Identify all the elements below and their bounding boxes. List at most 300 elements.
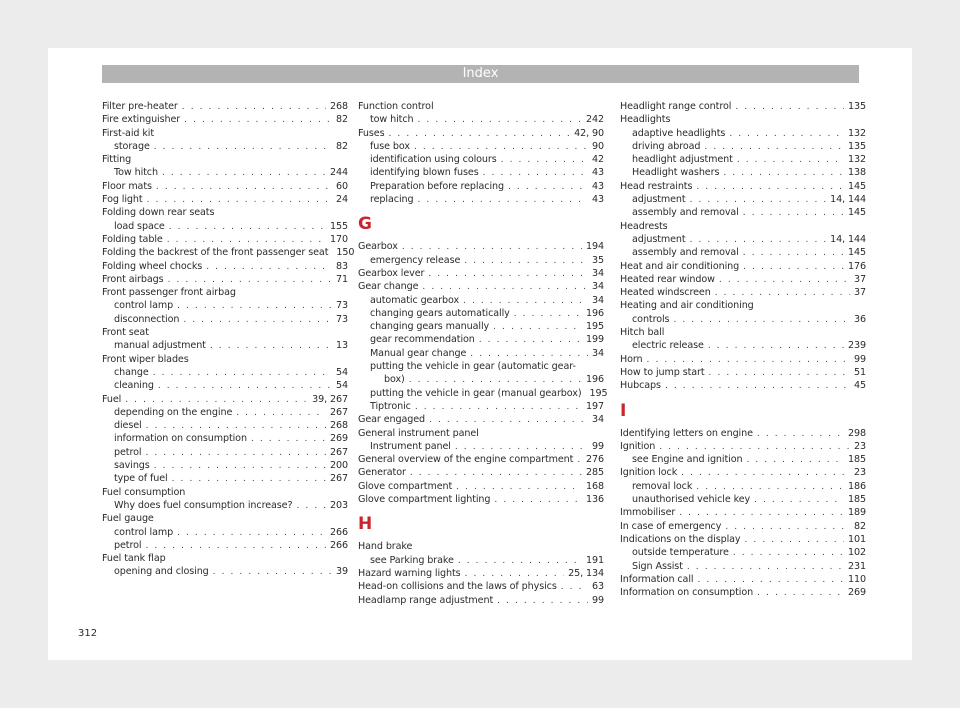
index-subentry[interactable] <box>102 299 348 312</box>
index-subentry[interactable] <box>358 166 604 179</box>
entry-page-ref[interactable]: 231 <box>847 560 866 572</box>
entry-label: diesel <box>114 420 142 432</box>
entry-label: see Parking brake <box>370 554 454 566</box>
entry-page-ref[interactable]: 63 <box>591 581 604 593</box>
entry-page-ref[interactable]: 34 <box>591 281 604 293</box>
index-entry[interactable] <box>620 506 866 519</box>
leader-dots <box>213 566 332 579</box>
leader-dots <box>647 354 850 367</box>
leader-dots <box>493 321 582 334</box>
entry-label: replacing <box>370 194 414 206</box>
index-column-3 <box>620 100 866 599</box>
entry-page-ref[interactable]: 195 <box>585 321 604 333</box>
index-entry[interactable] <box>358 240 604 253</box>
index-subentry[interactable] <box>620 153 866 166</box>
entry-page-ref[interactable]: 145 <box>847 180 866 192</box>
entry-page-ref[interactable]: 145 <box>847 207 866 219</box>
index-subentry[interactable] <box>620 193 866 206</box>
index-subentry[interactable] <box>358 180 604 193</box>
leader-dots <box>479 334 582 347</box>
entry-label: outside temperature <box>632 547 729 559</box>
entry-page-ref[interactable]: 35 <box>591 254 604 266</box>
entry-label: In case of emergency <box>620 520 722 532</box>
index-entry[interactable] <box>358 280 604 293</box>
index-subentry[interactable] <box>102 526 348 539</box>
entry-label: automatic gearbox <box>370 294 460 306</box>
leader-dots <box>158 380 332 393</box>
leader-dots <box>696 481 844 494</box>
index-subentry[interactable] <box>620 339 866 352</box>
entry-label: adjustment <box>632 233 686 245</box>
index-subentry[interactable] <box>620 246 866 259</box>
index-entry[interactable] <box>620 573 866 586</box>
entry-page-ref[interactable]: 267 <box>329 446 348 458</box>
entry-page-ref[interactable]: 34 <box>591 294 604 306</box>
entry-label: Headlight washers <box>632 167 720 179</box>
entry-label: Gearbox lever <box>358 267 425 279</box>
entry-page-ref[interactable]: 82 <box>335 114 348 126</box>
entry-label: Function control <box>358 101 434 112</box>
index-subentry[interactable] <box>358 294 604 307</box>
index-subentry[interactable] <box>102 499 348 512</box>
index-entry[interactable] <box>102 273 348 286</box>
index-entry[interactable] <box>358 453 604 466</box>
entry-label: depending on the engine <box>114 406 233 418</box>
index-subentry[interactable] <box>102 166 348 179</box>
entry-page-ref[interactable]: 269 <box>329 433 348 445</box>
entry-label: removal lock <box>632 480 693 492</box>
entry-label: cleaning <box>114 380 154 392</box>
entry-page-ref[interactable]: 200 <box>329 460 348 472</box>
entry-label: Heat and air conditioning <box>620 260 740 272</box>
leader-dots <box>757 587 844 600</box>
page-header <box>102 65 859 83</box>
entry-page-ref[interactable]: 34 <box>591 347 604 359</box>
entry-label: emergency release <box>370 254 461 266</box>
index-subentry[interactable] <box>358 113 604 126</box>
leader-dots <box>746 454 844 467</box>
index-entry[interactable] <box>358 580 604 593</box>
index-entry <box>102 486 348 499</box>
leader-dots <box>156 181 332 194</box>
index-entry[interactable] <box>102 180 348 193</box>
entry-label: Gearbox <box>358 241 398 253</box>
leader-dots <box>709 367 850 380</box>
leader-dots <box>508 181 588 194</box>
entry-page-ref[interactable]: 82 <box>853 520 866 532</box>
entry-label: identification using colours <box>370 154 497 166</box>
index-entry <box>102 286 348 299</box>
index-entry <box>620 299 866 312</box>
entry-page-ref[interactable]: 186 <box>847 480 866 492</box>
index-subentry[interactable] <box>102 140 348 153</box>
entry-page-ref[interactable]: 285 <box>585 467 604 479</box>
leader-dots <box>458 555 582 568</box>
leader-dots <box>415 401 582 414</box>
index-subentry[interactable] <box>620 560 866 573</box>
index-entry[interactable] <box>102 393 348 406</box>
entry-label: Gear change <box>358 281 419 293</box>
leader-dots <box>697 574 844 587</box>
leader-dots <box>429 414 588 427</box>
index-entry[interactable] <box>358 267 604 280</box>
entry-label: assembly and removal <box>632 207 739 219</box>
entry-page-ref[interactable]: 194 <box>585 241 604 253</box>
entry-label: box) <box>384 374 405 386</box>
entry-page-ref[interactable]: 54 <box>335 366 348 378</box>
entry-page-ref[interactable]: 37 <box>853 273 866 285</box>
leader-dots <box>708 340 844 353</box>
entry-label: Tow hitch <box>114 167 158 179</box>
leader-dots <box>665 380 850 393</box>
index-subentry[interactable] <box>620 166 866 179</box>
entry-page-ref[interactable]: 42 <box>591 154 604 166</box>
entry-label: Floor mats <box>102 180 152 192</box>
index-entry[interactable] <box>620 520 866 533</box>
index-subentry[interactable] <box>102 446 348 459</box>
index-entry[interactable] <box>620 379 866 392</box>
entry-page-ref[interactable]: 73 <box>335 300 348 312</box>
entry-page-ref[interactable]: 99 <box>591 594 604 606</box>
index-subentry[interactable] <box>620 546 866 559</box>
index-entry[interactable] <box>620 273 866 286</box>
leader-dots <box>417 194 588 207</box>
index-subentry[interactable] <box>102 432 348 445</box>
entry-label: storage <box>114 140 150 152</box>
index-entry[interactable] <box>620 466 866 479</box>
index-entry[interactable] <box>102 113 348 126</box>
entry-page-ref[interactable]: 73 <box>335 313 348 325</box>
leader-dots <box>735 101 844 114</box>
index-subentry[interactable] <box>358 387 608 400</box>
entry-page-ref[interactable]: 39, 267 <box>312 393 348 405</box>
entry-page-ref[interactable]: 135 <box>847 101 866 112</box>
index-entry[interactable] <box>358 127 604 140</box>
leader-dots <box>679 507 844 520</box>
page-number: 312 <box>78 628 98 639</box>
entry-label: putting the vehicle in gear (manual gearbox) <box>370 387 582 399</box>
entry-label: Front airbags <box>102 273 164 285</box>
leader-dots <box>723 167 844 180</box>
entry-label: Fuel gauge <box>102 513 154 525</box>
index-entry[interactable] <box>358 594 604 607</box>
entry-page-ref[interactable]: 24 <box>335 194 348 206</box>
index-subentry[interactable] <box>102 419 348 432</box>
entry-label: opening and closing <box>114 566 209 578</box>
index-entry[interactable] <box>620 427 866 440</box>
entry-label: Heated rear window <box>620 273 715 285</box>
leader-dots <box>704 141 844 154</box>
index-subentry[interactable] <box>102 459 348 472</box>
entry-page-ref[interactable]: 132 <box>847 154 866 166</box>
leader-dots <box>725 521 850 534</box>
entry-label: Sign Assist <box>632 560 683 572</box>
entry-page-ref[interactable]: 170 <box>329 233 348 245</box>
leader-dots <box>154 141 332 154</box>
entry-page-ref[interactable]: 155 <box>329 220 348 232</box>
entry-label: Indications on the display <box>620 533 741 545</box>
entry-page-ref[interactable]: 276 <box>585 454 604 466</box>
leader-dots <box>177 300 332 313</box>
entry-page-ref[interactable]: 132 <box>847 127 866 139</box>
entry-page-ref[interactable]: 90 <box>591 140 604 152</box>
entry-page-ref[interactable]: 196 <box>585 374 604 386</box>
entry-label: electric release <box>632 340 704 352</box>
index-entry[interactable] <box>358 493 604 506</box>
index-subentry[interactable] <box>102 472 348 485</box>
leader-dots <box>422 281 588 294</box>
entry-page-ref[interactable]: 110 <box>847 573 866 585</box>
index-entry[interactable] <box>620 260 866 273</box>
entry-label: Fuel consumption <box>102 486 186 498</box>
leader-dots <box>737 154 844 167</box>
entry-label: Folding table <box>102 233 163 245</box>
index-subentry[interactable] <box>358 254 604 267</box>
entry-page-ref[interactable]: 99 <box>591 440 604 452</box>
index-entry[interactable] <box>102 246 355 259</box>
index-entry <box>358 540 604 553</box>
entry-page-ref[interactable]: 54 <box>335 380 348 392</box>
leader-dots <box>470 348 588 361</box>
entry-label: changing gears automatically <box>370 307 510 319</box>
entry-page-ref[interactable]: 136 <box>585 494 604 506</box>
entry-page-ref[interactable]: 43 <box>591 167 604 179</box>
entry-label: Glove compartment <box>358 480 453 492</box>
leader-dots <box>410 467 582 480</box>
index-entry[interactable] <box>620 366 866 379</box>
index-entry <box>102 552 348 565</box>
index-subentry[interactable] <box>102 406 348 419</box>
entry-label: manual adjustment <box>114 340 206 352</box>
entry-label: General instrument panel <box>358 427 479 439</box>
index-subentry[interactable] <box>358 333 604 346</box>
leader-dots <box>483 167 588 180</box>
entry-page-ref[interactable]: 135 <box>847 140 866 152</box>
index-subentry[interactable] <box>620 233 866 246</box>
entry-label: adjustment <box>632 194 686 206</box>
leader-dots <box>729 128 844 141</box>
leader-dots <box>154 460 326 473</box>
entry-label: Hazard warning lights <box>358 567 461 579</box>
leader-dots <box>733 547 844 560</box>
index-entry <box>358 100 604 113</box>
index-subentry[interactable] <box>102 220 348 233</box>
index-entry <box>358 427 604 440</box>
entry-page-ref[interactable]: 34 <box>591 267 604 279</box>
entry-label: How to jump start <box>620 366 705 378</box>
entry-page-ref[interactable]: 268 <box>329 420 348 432</box>
entry-page-ref[interactable]: 150 <box>336 247 355 259</box>
leader-dots <box>745 534 844 547</box>
entry-page-ref[interactable]: 37 <box>853 287 866 299</box>
index-entry[interactable] <box>358 480 604 493</box>
entry-label: Information call <box>620 573 694 585</box>
entry-page-ref[interactable]: 203 <box>329 499 348 511</box>
index-subentry[interactable] <box>358 440 604 453</box>
entry-page-ref[interactable]: 99 <box>853 353 866 365</box>
entry-page-ref[interactable]: 14, 144 <box>830 233 866 245</box>
entry-label: information on consumption <box>114 433 247 445</box>
entry-label: adaptive headlights <box>632 127 726 139</box>
entry-page-ref[interactable]: 176 <box>847 260 866 272</box>
entry-label: Head-on collisions and the laws of physics <box>358 581 557 593</box>
entry-page-ref[interactable]: 43 <box>591 180 604 192</box>
entry-label: Preparation before replacing <box>370 180 504 192</box>
entry-page-ref[interactable]: 23 <box>853 440 866 452</box>
entry-label: Generator <box>358 467 406 479</box>
entry-page-ref[interactable]: 83 <box>335 260 348 272</box>
index-subentry[interactable] <box>358 307 604 320</box>
entry-label: Fuses <box>358 127 385 139</box>
entry-page-ref[interactable]: 244 <box>329 167 348 179</box>
entry-page-ref[interactable]: 60 <box>335 180 348 192</box>
entry-page-ref[interactable]: 36 <box>853 313 866 325</box>
index-entry[interactable] <box>102 193 348 206</box>
entry-page-ref[interactable]: 239 <box>847 340 866 352</box>
leader-dots <box>465 568 565 581</box>
index-subentry[interactable] <box>102 339 348 352</box>
entry-page-ref[interactable]: 45 <box>853 380 866 392</box>
entry-page-ref[interactable]: 43 <box>591 194 604 206</box>
entry-page-ref[interactable]: 71 <box>335 273 348 285</box>
index-entry <box>620 220 866 233</box>
entry-label: Hitch ball <box>620 327 665 339</box>
entry-page-ref[interactable]: 101 <box>847 533 866 545</box>
entry-label: Headlamp range adjustment <box>358 594 494 606</box>
leader-dots <box>719 274 850 287</box>
index-subentry[interactable] <box>102 379 348 392</box>
index-entry[interactable] <box>620 286 866 299</box>
index-entry <box>102 153 348 166</box>
leader-dots <box>145 447 326 460</box>
entry-page-ref[interactable]: 199 <box>585 334 604 346</box>
leader-dots <box>182 101 326 114</box>
leader-dots <box>414 141 588 154</box>
index-subentry[interactable] <box>102 366 348 379</box>
entry-page-ref[interactable]: 34 <box>591 414 604 426</box>
leader-dots <box>388 128 570 141</box>
index-subentry[interactable] <box>620 313 866 326</box>
index-entry <box>620 326 866 339</box>
index-entry[interactable] <box>102 233 348 246</box>
entry-page-ref[interactable]: 185 <box>847 494 866 506</box>
entry-page-ref[interactable]: 138 <box>847 167 866 179</box>
index-subentry[interactable] <box>620 493 866 506</box>
entry-label: load space <box>114 220 165 232</box>
entry-label: change <box>114 366 149 378</box>
entry-page-ref[interactable]: 268 <box>329 101 348 112</box>
index-subentry[interactable] <box>102 539 348 552</box>
entry-label: petrol <box>114 539 142 551</box>
entry-label: Headrests <box>620 220 668 232</box>
entry-page-ref[interactable]: 25, 134 <box>568 567 604 579</box>
entry-page-ref[interactable]: 298 <box>847 427 866 439</box>
index-column-2 <box>358 100 608 607</box>
leader-dots <box>464 255 588 268</box>
index-entry[interactable] <box>620 586 866 599</box>
entry-page-ref[interactable]: 195 <box>589 387 608 399</box>
entry-page-ref[interactable]: 168 <box>585 480 604 492</box>
index-subentry[interactable] <box>620 140 866 153</box>
entry-page-ref[interactable]: 82 <box>335 140 348 152</box>
index-entry[interactable] <box>620 533 866 546</box>
leader-dots <box>494 494 582 507</box>
entry-page-ref[interactable]: 185 <box>847 454 866 466</box>
entry-page-ref[interactable]: 145 <box>847 247 866 259</box>
index-subentry[interactable] <box>102 313 348 326</box>
index-subentry[interactable] <box>358 400 604 413</box>
entry-page-ref[interactable]: 14, 144 <box>830 194 866 206</box>
index-entry[interactable] <box>358 567 604 580</box>
entry-label: Fire extinguisher <box>102 114 181 126</box>
entry-label: Ignition lock <box>620 467 678 479</box>
entry-page-ref[interactable]: 266 <box>329 526 348 538</box>
index-subentry[interactable] <box>102 565 348 578</box>
index-subentry[interactable] <box>620 206 866 219</box>
index-subentry[interactable] <box>620 480 866 493</box>
entry-label: Headlight range control <box>620 101 732 112</box>
index-subentry[interactable] <box>358 554 604 567</box>
entry-label: Front seat <box>102 327 149 339</box>
index-entry[interactable] <box>102 260 348 273</box>
index-entry[interactable] <box>620 100 866 113</box>
index-subentry[interactable] <box>358 373 604 386</box>
index-subentry[interactable] <box>620 453 866 466</box>
index-page <box>48 48 912 660</box>
entry-page-ref[interactable]: 23 <box>853 467 866 479</box>
entry-label: Heating and air conditioning <box>620 300 754 312</box>
entry-page-ref[interactable]: 267 <box>329 473 348 485</box>
entry-page-ref[interactable]: 13 <box>335 340 348 352</box>
entry-page-ref[interactable]: 39 <box>335 566 348 578</box>
entry-page-ref[interactable]: 51 <box>853 366 866 378</box>
entry-page-ref[interactable]: 269 <box>847 587 866 599</box>
index-subentry[interactable] <box>358 320 604 333</box>
leader-dots <box>690 234 827 247</box>
index-entry <box>102 326 348 339</box>
entry-page-ref[interactable]: 197 <box>585 400 604 412</box>
leader-dots <box>757 428 844 441</box>
entry-page-ref[interactable]: 196 <box>585 307 604 319</box>
entry-label: First-aid kit <box>102 127 155 139</box>
entry-page-ref[interactable]: 189 <box>847 507 866 519</box>
index-entry[interactable] <box>620 180 866 193</box>
index-subentry[interactable] <box>358 140 604 153</box>
index-entry[interactable] <box>102 100 348 113</box>
entry-page-ref[interactable]: 267 <box>329 406 348 418</box>
entry-page-ref[interactable]: 242 <box>585 114 604 126</box>
entry-page-ref[interactable]: 191 <box>585 554 604 566</box>
index-subentry[interactable] <box>358 193 604 206</box>
leader-dots <box>210 340 332 353</box>
index-entry[interactable] <box>358 413 604 426</box>
section-letter: H <box>358 514 373 535</box>
entry-page-ref[interactable]: 42, 90 <box>574 127 604 139</box>
index-subentry[interactable] <box>358 347 604 360</box>
index-entry[interactable] <box>620 440 866 453</box>
leader-dots <box>497 595 588 608</box>
entry-page-ref[interactable]: 102 <box>847 547 866 559</box>
index-entry[interactable] <box>358 466 604 479</box>
leader-dots <box>455 441 588 454</box>
index-subentry[interactable] <box>620 127 866 140</box>
index-subentry[interactable] <box>358 153 604 166</box>
entry-label: Fitting <box>102 154 132 166</box>
index-entry[interactable] <box>620 353 866 366</box>
entry-page-ref[interactable]: 266 <box>329 539 348 551</box>
entry-label: Glove compartment lighting <box>358 494 491 506</box>
leader-dots <box>673 314 850 327</box>
